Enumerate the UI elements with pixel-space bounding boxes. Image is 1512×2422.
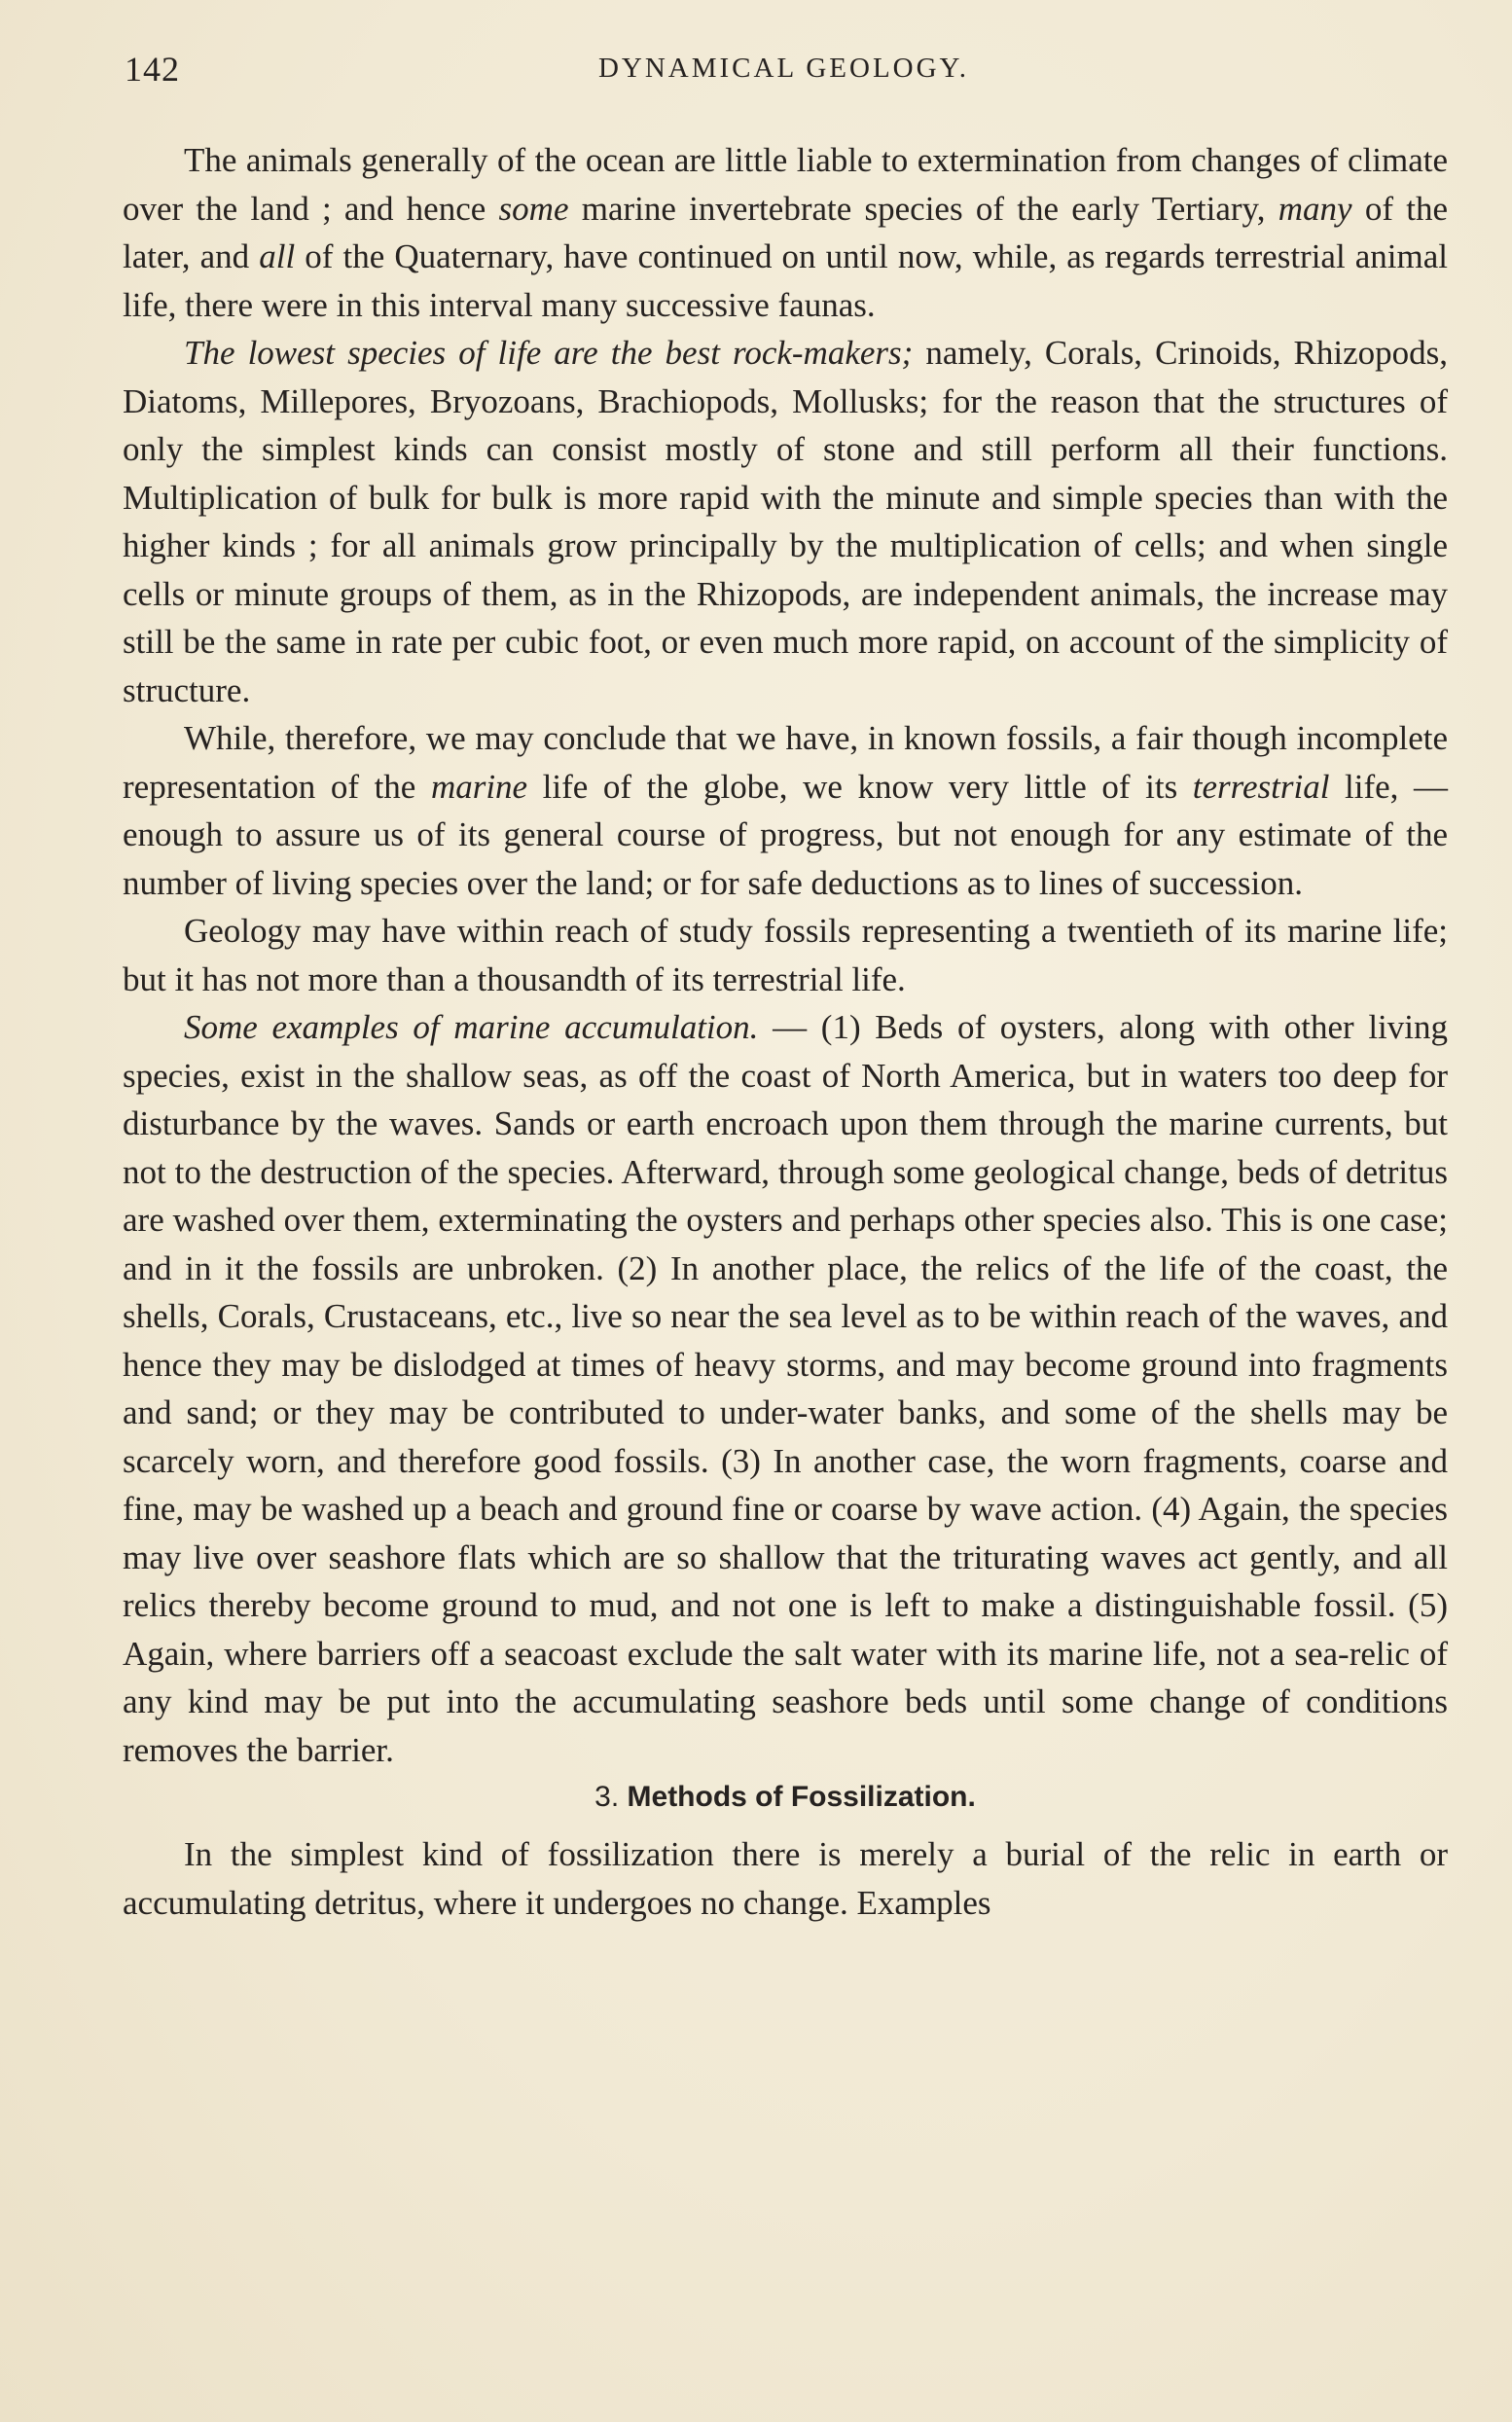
text-run: of the later, and — [123, 189, 1448, 275]
text-run: namely, Corals, Crinoids, Rhizopods, Diatoms, Millepores, Bryozoans, Brachiopods, Mollusks; for the reason that the structures of only the simplest kinds can consist mostly of stone and still perform all their functions. Multiplication of bulk for bulk is more rapid with the minute and simple species than with the higher kinds ; for all animals grow principally by the multiplication of cells; and when single cells or minute groups of them, as in the Rhizopods, are independent animals, the increase may still be the same in rate per cubic foot, or even much more rapid, on account of the simplicity of structure. — [123, 334, 1448, 709]
page-header — [125, 49, 1443, 97]
paragraph-rock-makers — [123, 329, 1448, 714]
italic-text: Some examples of marine accumulation. — [184, 1008, 759, 1046]
italic-text: all — [259, 237, 296, 275]
text-run: — (1) Beds of oysters, along with other living species, exist in the shallow seas, as off the coast of North America, but in waters too deep for disturbance by the waves. Sands or earth encroach upon them through the marine currents, but not to the destruction of the species. Afterward, through some geological change, beds of detritus are washed over them, exterminating the oysters and perhaps other species also. This is one case; and in it the fossils are unbroken. (2) In another place, the relics of the life of the coast, the shells, Corals, Crustaceans, etc., live so near the sea level as to be within reach of the waves, and hence they may be dislodged at times of heavy storms, and may become ground into fragments and sand; or they may be contributed to under-water banks, and some of the shells may be scarcely worn, and therefore good fossils. (3) In another case, the worn fragments, coarse and fine, may be washed up a beach and ground fine or coarse by wave action. (4) Again, the species may live over seashore flats which are so shallow that the triturating waves act gently, and all relics thereby become ground to mud, and not one is left to make a distinguishable fossil. (5) Again, where barriers off a seacoast exclude the salt water with its marine life, not a sea-relic of any kind may be put into the accumulating seashore beds until some change of conditions removes the barrier. — [123, 1008, 1448, 1769]
text-run: life of the globe, we know very little of its — [527, 767, 1193, 806]
text-run: marine invertebrate species of the early Tertiary, — [568, 189, 1278, 228]
paragraph-ocean-animals — [123, 136, 1448, 329]
text-run: life, — enough to assure us of its general course of progress, but not enough for any estimate of the number of living species over the land; or for safe deductions as to lines of succession. — [123, 767, 1449, 902]
text-run: Geology may have within reach of study fossils representing a twentieth of its marine life; but it has not more than a thousandth of its terrestrial life. — [123, 912, 1448, 998]
text-run: of the Quaternary, have continued on until now, while, as regards terrestrial animal life, there were in this interval many successive faunas. — [123, 237, 1448, 324]
italic-text: some — [498, 189, 569, 228]
italic-text: terrestrial — [1192, 767, 1330, 806]
paragraph-simplest-fossilization: In the simplest kind of fossilization there is merely a burial of the relic in earth or accumulating detritus, where it undergoes no change. Examples — [123, 1835, 1448, 1922]
page-number: 142 — [125, 50, 180, 89]
section-title: Methods of Fossilization. — [627, 1781, 976, 1813]
running-head: DYNAMICAL GEOLOGY. — [597, 53, 970, 84]
paragraph-fossil-representation — [123, 714, 1448, 907]
text-run: The animals generally of the ocean are little liable to extermination from changes of climate over the land ; and hence — [123, 141, 1448, 228]
body-text — [123, 136, 1448, 1927]
section-heading — [123, 1778, 1448, 1817]
section-number: 3. — [594, 1781, 620, 1813]
paragraph-geology-reach — [123, 907, 1448, 1003]
italic-text: many — [1278, 189, 1352, 228]
paragraph-marine-accumulation — [123, 1003, 1448, 1774]
italic-text: The lowest species of life are the best rock-makers; — [184, 334, 914, 372]
text-run: While, therefore, we may conclude that we have, in known fossils, a fair though incomplete representation of the — [123, 719, 1448, 806]
italic-text: marine — [430, 767, 528, 806]
